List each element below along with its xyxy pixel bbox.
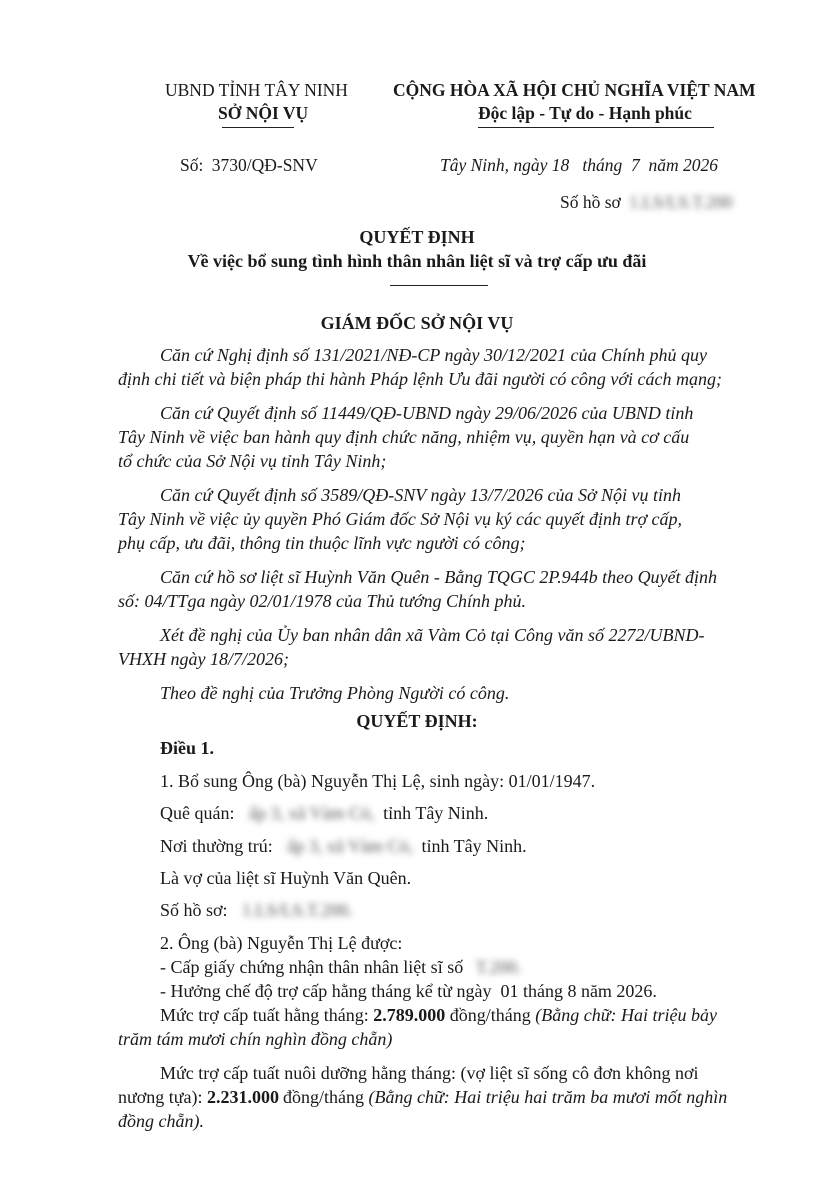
allowance1-words-2: trăm tám mươi chín nghìn đồng chẵn) <box>118 1029 393 1049</box>
bullet-certificate-text: - Cấp giấy chứng nhận thân nhân liệt sĩ số <box>160 957 464 977</box>
agency-underline <box>222 127 294 128</box>
title-subject: Về việc bổ sung tình hình thân nhân liệt sĩ và trợ cấp ưu đãi <box>187 251 647 271</box>
preamble-6-line1: Theo đề nghị của Trưởng Phòng Người có công. <box>160 683 510 703</box>
doc-number-label: Số: <box>180 155 204 175</box>
residence-redacted: ấp 3, xã Vàm Cỏ, <box>287 836 413 856</box>
allowance2-line1: Mức trợ cấp tuất nuôi dưỡng hằng tháng: (vợ liệt sĩ sống cô đơn không nơi <box>160 1063 699 1083</box>
preamble-5-line1: Xét đề nghị của Ủy ban nhân dân xã Vàm Cỏ tại Công văn số 2272/UBND- <box>160 625 705 645</box>
title-underline <box>390 285 488 286</box>
relation: Là vợ của liệt sĩ Huỳnh Văn Quên. <box>160 868 412 888</box>
agency-top: UBND TỈNH TÂY NINH <box>165 80 348 100</box>
place-date: Tây Ninh, ngày 18 tháng 7 năm 2026 <box>440 155 719 175</box>
certificate-redacted: T.200. <box>475 957 522 977</box>
preamble-5-line2: VHXH ngày 18/7/2026; <box>118 649 289 669</box>
hometown-row <box>160 803 488 824</box>
article-1-item1: 1. Bổ sung Ông (bà) Nguyễn Thị Lệ, sinh ngày: 01/01/1947. <box>160 771 596 791</box>
bullet-certificate <box>160 957 521 978</box>
allowance1-words-1: (Bằng chữ: Hai triệu bảy <box>535 1005 717 1025</box>
preamble-3-line3: phụ cấp, ưu đãi, thông tin thuộc lĩnh vực người có công; <box>118 533 526 553</box>
preamble-2-line3: tổ chức của Sở Nội vụ tỉnh Tây Ninh; <box>118 451 387 471</box>
preamble-3-line2: Tây Ninh về việc ủy quyền Phó Giám đốc Sở Nội vụ ký các quyết định trợ cấp, <box>118 509 683 529</box>
motto-underline <box>478 127 714 128</box>
article-1-item2: 2. Ông (bà) Nguyễn Thị Lệ được: <box>160 933 403 953</box>
doc-number-value: 3730 <box>211 155 247 175</box>
residence-label: Nơi thường trú: <box>160 836 273 856</box>
allowance2-words-1: (Bằng chữ: Hai triệu hai trăm ba mươi mốt nghìn <box>368 1087 728 1107</box>
hometown-tail: tỉnh Tây Ninh. <box>383 803 489 823</box>
allowance2-unit: đồng/tháng <box>283 1087 365 1107</box>
file-number-redacted: 1.LS/LS.T.200 <box>629 192 733 212</box>
preamble-2-line2: Tây Ninh về việc ban hành quy định chức năng, nhiệm vụ, quyền hạn và cơ cấu <box>118 427 690 447</box>
preamble-1-line2: định chi tiết và biện pháp thi hành Pháp lệnh Ưu đãi người có công với cách mạng; <box>118 369 722 389</box>
file-label: Số hồ sơ: <box>160 900 228 920</box>
allowance1-amount: 2.789.000 <box>373 1005 446 1025</box>
allowance1-line1 <box>160 1005 717 1026</box>
motto: Độc lập - Tự do - Hạnh phúc <box>478 103 692 123</box>
file-redacted: 1.LS/LS.T.200. <box>242 900 353 920</box>
preamble-4-line2: số: 04/TTga ngày 02/01/1978 của Thủ tướng Chính phủ. <box>118 591 526 611</box>
residence-row <box>160 836 527 857</box>
hometown-redacted: ấp 3, xã Vàm Cỏ, <box>248 803 375 823</box>
preamble-4-line1: Căn cứ hồ sơ liệt sĩ Huỳnh Văn Quên - Bằng TQGC 2P.944b theo Quyết định <box>160 567 718 587</box>
bullet-allowance-start: - Hưởng chế độ trợ cấp hằng tháng kể từ ngày 01 tháng 8 năm 2026. <box>160 981 657 1001</box>
decision-heading: QUYẾT ĐỊNH: <box>356 711 478 731</box>
file-number <box>560 192 732 213</box>
allowance2-line2 <box>118 1087 727 1108</box>
nation-title: CỘNG HÒA XÃ HỘI CHỦ NGHĨA VIỆT NAM <box>393 80 756 100</box>
residence-tail: tỉnh Tây Ninh. <box>421 836 527 856</box>
preamble-2-line1: Căn cứ Quyết định số 11449/QĐ-UBND ngày 29/06/2026 của UBND tỉnh <box>160 403 694 423</box>
article-1-heading: Điều 1. <box>160 738 214 758</box>
hometown-label: Quê quán: <box>160 803 235 823</box>
title-main: QUYẾT ĐỊNH <box>359 227 475 247</box>
allowance2-words-2: đồng chẵn). <box>118 1111 204 1131</box>
allowance2-prefix: nương tựa): <box>118 1087 203 1107</box>
allowance1-prefix: Mức trợ cấp tuất hằng tháng: <box>160 1005 369 1025</box>
file-row <box>160 900 353 921</box>
preamble-1-line1: Căn cứ Nghị định số 131/2021/NĐ-CP ngày 30/12/2021 của Chính phủ quy <box>160 345 707 365</box>
doc-number-suffix: /QĐ-SNV <box>246 155 318 175</box>
preamble-3-line1: Căn cứ Quyết định số 3589/QĐ-SNV ngày 13/7/2026 của Sở Nội vụ tỉnh <box>160 485 682 505</box>
allowance2-amount: 2.231.000 <box>207 1087 280 1107</box>
doc-number <box>180 155 318 176</box>
allowance1-unit: đồng/tháng <box>449 1005 531 1025</box>
authority: GIÁM ĐỐC SỞ NỘI VỤ <box>320 313 514 333</box>
file-number-label: Số hồ sơ <box>560 192 621 212</box>
agency-bottom: SỞ NỘI VỤ <box>218 103 309 123</box>
